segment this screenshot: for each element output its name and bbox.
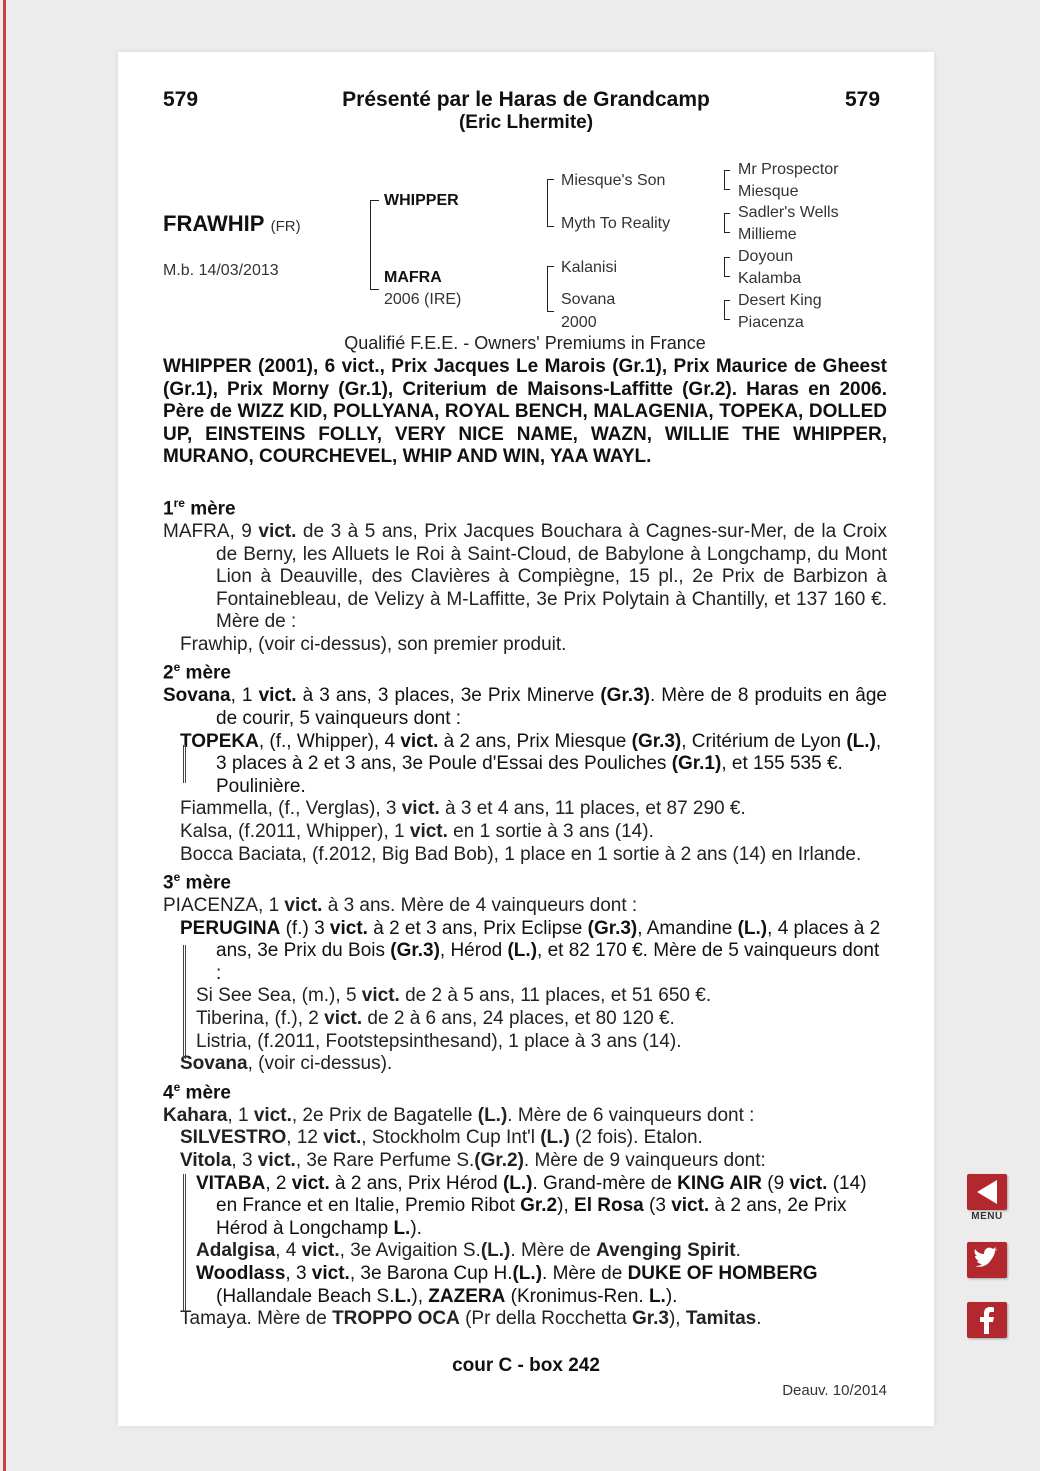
section-heading-3rd-dam: 3e mère <box>163 870 231 894</box>
pedigree-dd: Sovana <box>561 291 616 308</box>
pedigree-bracket-3b <box>724 213 730 233</box>
pedigree-ssd: Miesque <box>738 183 799 200</box>
catalogue-reference: Deauv. 10/2014 <box>782 1382 887 1399</box>
lot-number-right: 579 <box>845 88 881 111</box>
pedigree-dam: MAFRA <box>384 269 442 286</box>
produce-perugina: PERUGINA (f.) 3 vict. à 2 et 3 ans, Prix Eclipse (Gr.3), Amandine (L.), 4 places à 2 ans, 3e Prix du Bois (Gr.3), Hérod (L.), et 82 170 €. Mère de 5 vainqueurs dont : <box>180 917 881 984</box>
first-dam-text: MAFRA, 9 vict. de 3 à 5 ans, Prix Jacques Bouchara à Cagnes-sur-Mer, de la Croix de Berny, les Alluets le Roi à Saint-Cloud, de Babylone à Longchamp, du Mont Lion à Deauville, des Clavières à Compiègne, 15 pl., 2e Prix de Barbizon à Fontainebleau, de Velizy à M-Laffitte, 3e Prix Polytain à Chantilly, et 137 160 €. Mère de : <box>163 520 888 633</box>
produce-tamaya: Tamaya. Mère de TROPPO OCA (Pr della Rocchetta Gr.3), Tamitas. <box>180 1308 762 1330</box>
fourth-dam-text: Kahara, 1 vict., 2e Prix de Bagatelle (L.). Mère de 6 vainqueurs dont : <box>163 1104 755 1126</box>
pedigree-sire: WHIPPER <box>384 192 459 209</box>
pedigree-bracket-1 <box>370 200 379 290</box>
menu-button[interactable] <box>967 1174 1007 1210</box>
produce-si-see-sea: Si See Sea, (m.), 5 vict. de 2 à 5 ans, 11 places, et 51 650 €. <box>196 985 712 1007</box>
menu-label: MENU <box>971 1211 1003 1222</box>
pedigree-dsd: Kalamba <box>738 270 802 287</box>
produce-fiammella: Fiammella, (f., Verglas), 3 vict. à 3 et 4 ans, 11 places, et 87 290 €. <box>180 798 746 820</box>
page-edge-line <box>3 0 6 1471</box>
pedigree-dss: Doyoun <box>738 248 794 265</box>
horse-origin: (FR) <box>270 218 301 235</box>
section-heading-1st-dam: 1re mère <box>163 496 236 520</box>
pedigree-sd: Myth To Reality <box>561 215 671 232</box>
produce-tiberina: Tiberina, (f.), 2 vict. de 2 à 6 ans, 24 places, et 80 120 €. <box>196 1008 675 1030</box>
pedigree-sss: Mr Prospector <box>738 161 839 178</box>
produce-vitaba: VITABA, 2 vict. à 2 ans, Prix Hérod (L.). Grand-mère de KING AIR (9 vict. (14) en France et en Italie, Premio Ribot Gr.2), El Rosa (3 vict. à 2 ans, 2e Prix Hérod à Longchamp L.). <box>196 1172 867 1239</box>
produce-vitola: Vitola, 3 vict., 3e Rare Perfume S.(Gr.2). Mère de 9 vainqueurs dont: <box>180 1149 766 1171</box>
produce-sovana: Sovana, (voir ci-dessus). <box>180 1053 393 1075</box>
lot-number-left: 579 <box>163 88 199 111</box>
pedigree-bracket-3c <box>724 257 730 277</box>
horse-name: FRAWHIP (FR) <box>163 211 301 236</box>
facebook-icon <box>967 1302 1007 1338</box>
produce-woodlass: Woodlass, 3 vict., 3e Barona Cup H.(L.). Mère de DUKE OF HOMBERG (Hallandale Beach S.L.), ZAZERA (Kronimus-Ren. L.). <box>196 1262 818 1307</box>
page-subtitle: (Eric Lhermite) <box>458 112 594 133</box>
menu-back-icon <box>967 1174 1007 1210</box>
produce-listria: Listria, (f.2011, Footstepsinthesand), 1 place à 3 ans (14). <box>196 1030 682 1052</box>
pedigree-bracket-3d <box>724 300 730 320</box>
section-heading-2nd-dam: 2e mère <box>163 660 231 684</box>
twitter-icon <box>967 1242 1007 1278</box>
horse-info: M.b. 14/03/2013 <box>163 262 279 279</box>
produce-bocca-baciata: Bocca Baciata, (f.2012, Big Bad Bob), 1 place en 1 sortie à 2 ans (14) en Irlande. <box>180 843 862 865</box>
dam-sections <box>163 492 887 1331</box>
produce-bar-vitola <box>183 1174 190 1312</box>
pedigree-dam-info: 2006 (IRE) <box>384 291 462 308</box>
pedigree-ss: Miesque's Son <box>561 172 666 189</box>
pedigree-dd-year: 2000 <box>561 314 597 331</box>
pedigree-sds: Sadler's Wells <box>738 204 839 221</box>
produce-bar-topeka <box>183 745 190 783</box>
produce-silvestro: SILVESTRO, 12 vict., Stockholm Cup Int'l (L.) (2 fois). Etalon. <box>180 1127 703 1149</box>
third-dam-text: PIACENZA, 1 vict. à 3 ans. Mère de 4 vainqueurs dont : <box>163 895 638 917</box>
first-dam-produce: Frawhip, (voir ci-dessus), son premier produit. <box>180 633 567 655</box>
pedigree-ds: Kalanisi <box>561 259 618 276</box>
second-dam-text: Sovana, 1 vict. à 3 ans, 3 places, 3e Prix Minerve (Gr.3). Mère de 8 produits en âge de courir, 5 vainqueurs dont : <box>163 685 887 729</box>
produce-topeka: TOPEKA, (f., Whipper), 4 vict. à 2 ans, Prix Miesque (Gr.3), Critérium de Lyon (L.), 3 places à 2 et 3 ans, 3e Poule d'Essai des Pouliches (Gr.1), et 155 535 €. Poulinière. <box>180 730 882 797</box>
twitter-button[interactable] <box>967 1242 1007 1278</box>
pedigree-dds: Desert King <box>738 292 822 309</box>
pedigree-bracket-2a <box>547 179 554 227</box>
pedigree-bracket-3a <box>724 170 730 190</box>
qualification-line: Qualifié F.E.E. - Owners' Premiums in France <box>344 333 706 353</box>
pedigree-ddd: Piacenza <box>738 314 804 331</box>
produce-adalgisa: Adalgisa, 4 vict., 3e Avigaition S.(L.). Mère de Avenging Spirit. <box>196 1240 741 1262</box>
pedigree-sdd: Millieme <box>738 226 797 243</box>
sire-paragraph: WHIPPER (2001), 6 vict., Prix Jacques Le Marois (Gr.1), Prix Maurice de Gheest (Gr.1), Prix Morny (Gr.1), Criterium de Maisons-Laffitte (Gr.2). Haras en 2006. Père de WIZZ KID, POLLYANA, ROYAL BENCH, MALAGENIA, TOPEKA, DOLLED UP, EINSTEINS FOLLY, VERY NICE NAME, WAZN, WILLIE THE WHIPPER, MURANO, COURCHEVEL, WHIP AND WIN, YAA WAYL. <box>163 356 887 468</box>
produce-kalsa: Kalsa, (f.2011, Whipper), 1 vict. en 1 sortie à 3 ans (14). <box>180 820 654 842</box>
pedigree-bracket-2b <box>547 266 554 312</box>
box-location: cour C - box 242 <box>452 1355 600 1376</box>
section-heading-4th-dam: 4e mère <box>163 1079 231 1104</box>
page-title: Présenté par le Haras de Grandcamp <box>342 88 710 111</box>
produce-bar-perugina <box>183 945 190 1059</box>
facebook-button[interactable] <box>967 1302 1007 1338</box>
